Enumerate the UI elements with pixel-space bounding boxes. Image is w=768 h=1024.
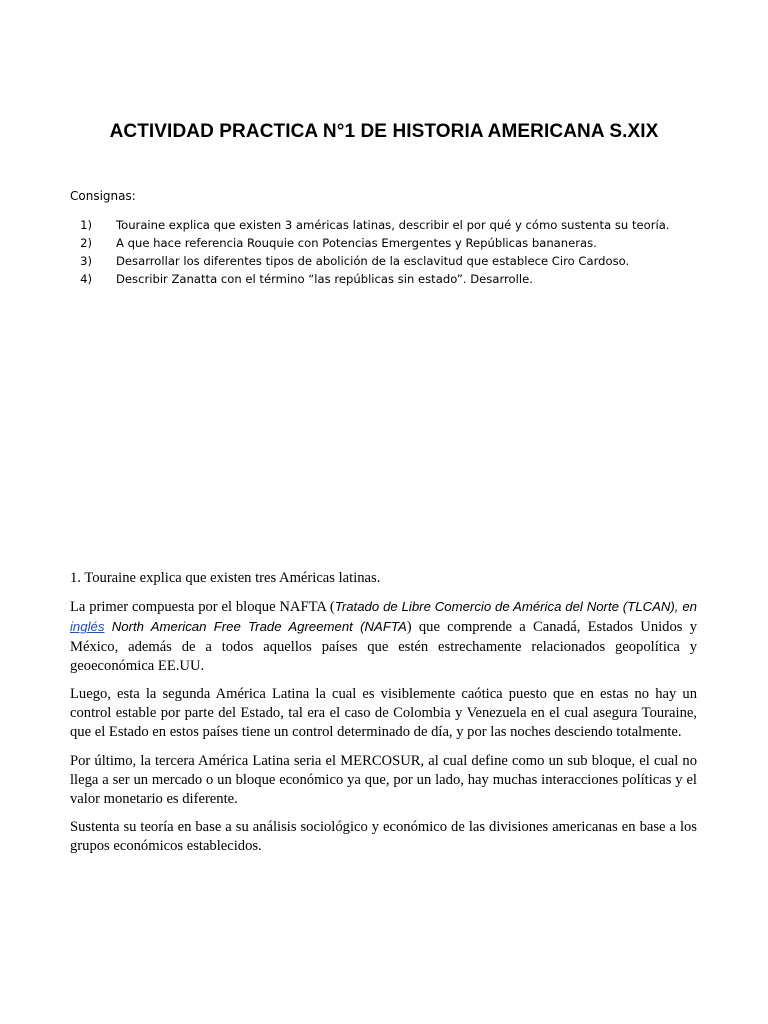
answer-paragraph-sustenta: Sustenta su teoría en base a su análisis sociológico y económico de las divisiones americanas en base a los grupos económicos establecidos.	[70, 819, 697, 855]
list-item-text: Describir Zanatta con el término “las repúblicas sin estado”. Desarrolle.	[116, 272, 533, 286]
list-item-text: Desarrollar los diferentes tipos de abolición de la esclavitud que establece Ciro Cardoso.	[116, 254, 630, 268]
italic-text: Tratado de Libre Comercio de América del Norte (TLCAN), en	[334, 599, 697, 615]
page-title: ACTIVIDAD PRACTICA N°1 DE HISTORIA AMERICANA S.XIX	[109, 121, 659, 142]
list-item-number: 2)	[80, 236, 92, 250]
answer-paragraph-mercosur: Por último, la tercera América Latina seria el MERCOSUR, al cual define como un sub bloque, el cual no llega a ser un mercado o un bloque económico ya que, por un lado, hay muchas interacciones políticas y el valor monetario es diferente.	[70, 752, 697, 808]
italic-text: North American Free Trade Agreement (NAFTA	[104, 619, 407, 635]
list-item-text: A que hace referencia Rouquie con Potencias Emergentes y Repúblicas bananeras.	[116, 236, 597, 250]
list-item-text: Touraine explica que existen 3 américas latinas, describir el por qué y cómo sustenta su teoría.	[116, 218, 670, 232]
list-item-number: 3)	[80, 254, 92, 268]
list-item-number: 1)	[80, 218, 92, 232]
list-item	[70, 252, 710, 270]
list-item	[70, 270, 710, 288]
ingles-link[interactable]: inglés	[70, 619, 105, 635]
task-list	[70, 216, 710, 288]
answer-paragraph-segunda: Luego, esta la segunda América Latina la cual es visiblemente caótica puesto que en estas no hay un control estable por parte del Estado, tal era el caso de Colombia y Venezuela en el cual asegura Touraine, que el Estado en estos países tiene un control determinado de día, y por las noches desciendo totalmente.	[70, 686, 697, 741]
list-item-number: 4)	[80, 272, 92, 286]
list-item	[70, 216, 710, 234]
consignas-label: Consignas:	[70, 189, 136, 203]
paragraph-text: ) que comprende a Canadá, Estados Unidos y México, además de a todos aquellos países que estén estrechamente relacionados geopolítica y geoeconómica EE.UU.	[70, 619, 697, 674]
answer-heading: 1. Touraine explica que existen tres Américas latinas.	[70, 570, 381, 586]
answer-section	[70, 569, 697, 866]
answer-paragraph-nafta	[70, 597, 697, 676]
list-item	[70, 234, 710, 252]
paragraph-text: La primer compuesta por el bloque NAFTA (	[70, 599, 335, 616]
